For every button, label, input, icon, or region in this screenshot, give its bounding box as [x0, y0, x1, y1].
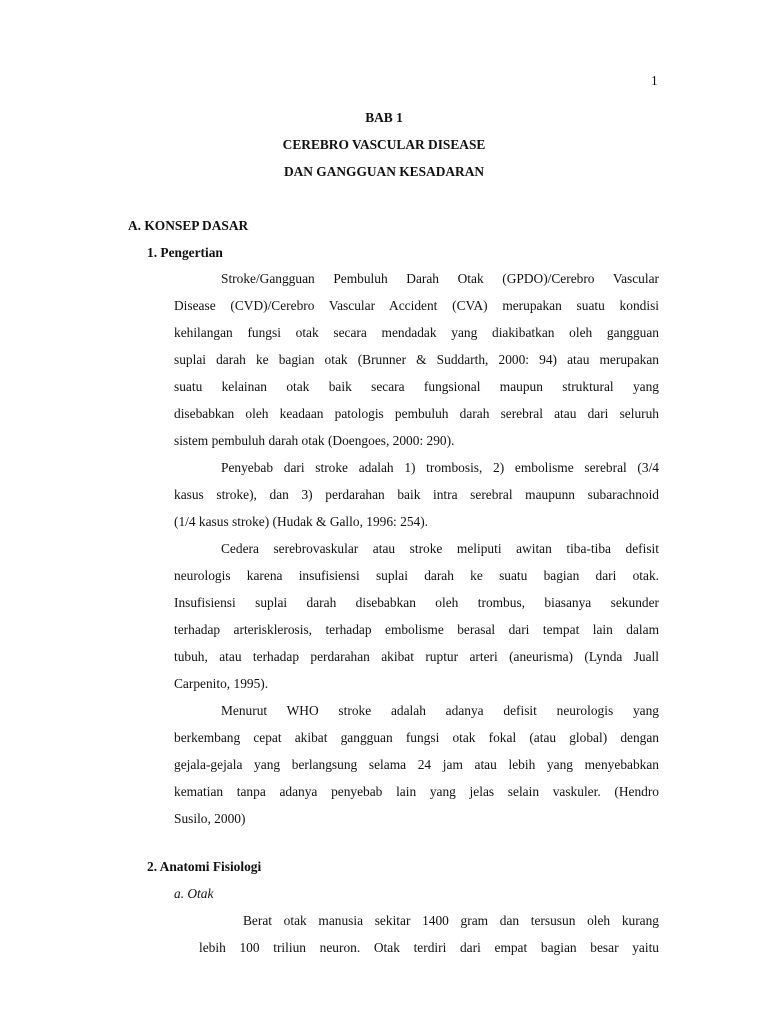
text-line: Insufisiensi suplai darah disebabkan oleh trombus, biasanya sekunder: [174, 595, 659, 610]
text-line: suatu kelainan otak baik secara fungsional maupun struktural yang: [174, 379, 659, 394]
text-line: Carpenito, 1995).: [174, 676, 269, 691]
text-line: Penyebab dari stroke adalah 1) trombosis, 2) embolisme serebral (3/4: [221, 460, 659, 475]
paragraph-otak: [199, 907, 659, 961]
chapter-label: BAB 1: [365, 110, 403, 125]
text-line: kematian tanpa adanya penyebab lain yang jelas selain vaskuler. (Hendro: [174, 784, 659, 799]
text-line: disebabkan oleh keadaan patologis pembuluh darah serebral atau dari seluruh: [174, 406, 659, 421]
text-line: kehilangan fungsi otak secara mendadak yang diakibatkan oleh gangguan: [174, 325, 659, 340]
text-line: kasus stroke), dan 3) perdarahan baik intra serebral maupunn subarachnoid: [174, 487, 659, 502]
page-number: 1: [651, 73, 658, 88]
text-line: Menurut WHO stroke adalah adanya defisit neurologis yang: [221, 703, 659, 718]
text-line: Stroke/Gangguan Pembuluh Darah Otak (GPDO)/Cerebro Vascular: [221, 271, 659, 286]
chapter-title-line-1: CEREBRO VASCULAR DISEASE: [282, 137, 486, 152]
chapter-title-line-2: DAN GANGGUAN KESADARAN: [283, 164, 485, 179]
text-line: Susilo, 2000): [174, 811, 246, 826]
text-line: sistem pembuluh darah otak (Doengoes, 2000: 290).: [174, 433, 455, 448]
subsection-heading-otak: a. Otak: [174, 886, 214, 901]
section-heading-pengertian: 1. Pengertian: [147, 245, 223, 260]
section-heading-anatomi-fisiologi: 2. Anatomi Fisiologi: [147, 859, 262, 874]
paragraph-pengertian-4: [174, 697, 659, 832]
text-line: (1/4 kasus stroke) (Hudak & Gallo, 1996: 254).: [174, 514, 429, 529]
text-line: neurologis karena insufisiensi suplai darah ke suatu bagian dari otak.: [174, 568, 659, 583]
text-line: Cedera serebrovaskular atau stroke meliputi awitan tiba-tiba defisit: [221, 541, 659, 556]
text-line: Disease (CVD)/Cerebro Vascular Accident (CVA) merupakan suatu kondisi: [174, 298, 659, 313]
text-line: gejala-gejala yang berlangsung selama 24 jam atau lebih yang menyebabkan: [174, 757, 659, 772]
text-line: terhadap arterisklerosis, terhadap embolisme berasal dari tempat lain dalam: [174, 622, 659, 637]
paragraph-pengertian-2: [174, 454, 659, 535]
text-line: tubuh, atau terhadap perdarahan akibat ruptur arteri (aneurisma) (Lynda Juall: [174, 649, 659, 664]
text-line: berkembang cepat akibat gangguan fungsi otak fokal (atau global) dengan: [174, 730, 659, 745]
text-line: suplai darah ke bagian otak (Brunner & Suddarth, 2000: 94) atau merupakan: [174, 352, 659, 367]
paragraph-pengertian-3: [174, 535, 659, 697]
text-line: Berat otak manusia sekitar 1400 gram dan tersusun oleh kurang: [243, 913, 659, 928]
section-heading-konsep-dasar: A. KONSEP DASAR: [128, 218, 249, 233]
text-line: lebih 100 triliun neuron. Otak terdiri dari empat bagian besar yaitu: [199, 940, 659, 955]
paragraph-pengertian-1: [174, 265, 659, 454]
